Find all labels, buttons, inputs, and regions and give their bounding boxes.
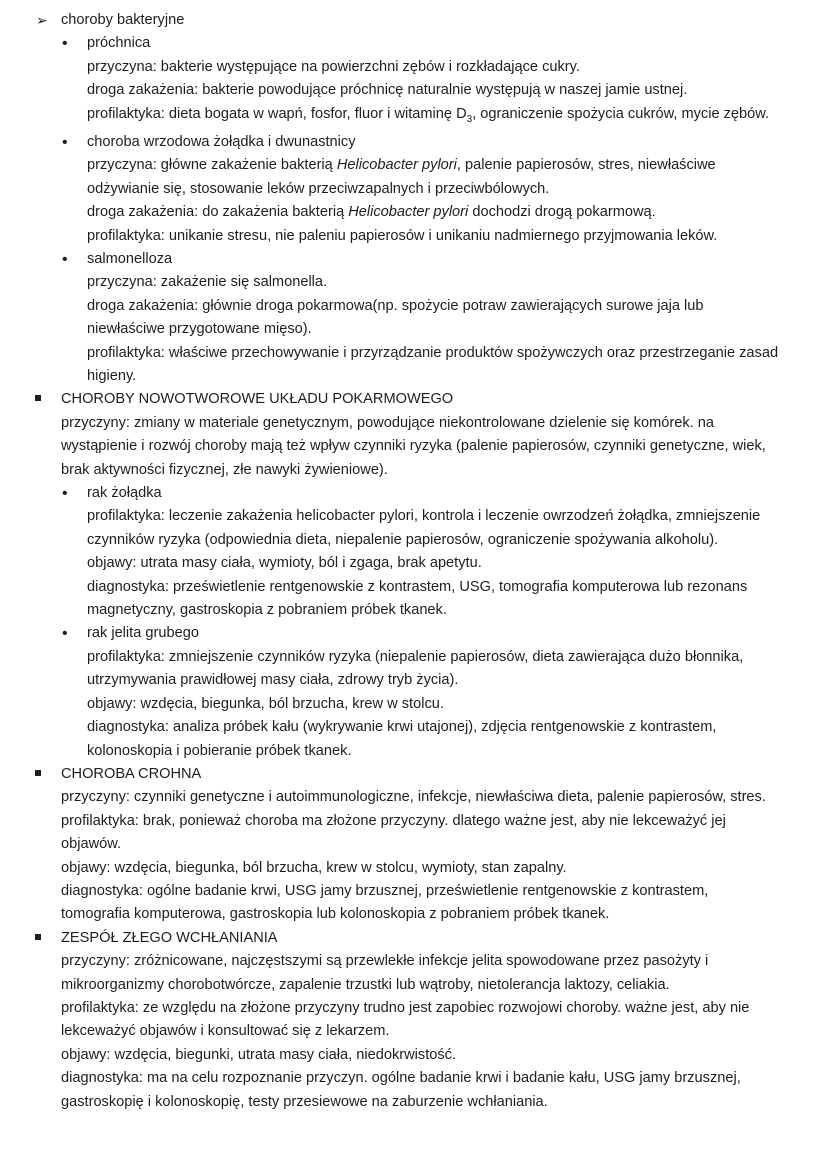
text-line: higieny. <box>87 368 137 384</box>
square-bullet-icon <box>35 770 41 776</box>
text-line: droga zakażenia: bakterie powodujące próchnicę naturalnie występują w naszej jamie ustnej. <box>87 82 688 99</box>
text-line: profilaktyka: brak, ponieważ choroba ma złożone przyczyny. dlatego ważne jest, aby nie lekceważyć jej <box>61 812 726 829</box>
text-line: profilaktyka: ze względu na złożone przyczyny trudno jest zapobiec rozwojowi choroby. ważne jest, aby nie <box>61 999 750 1016</box>
text-line: objawy: wzdęcia, biegunka, ból brzucha, krew w stolcu, wymioty, stan zapalny. <box>61 859 567 876</box>
text-line: tomografia komputerowa, gastroskopia lub kolonoskopia z pobraniem próbek tkanek. <box>61 906 610 923</box>
text-line: droga zakażenia: głównie droga pokarmowa(np. spożycie potraw zawierających surowe jaja lub <box>87 297 704 314</box>
item-rak-jelita-grubego: • rak jelita grubego <box>0 622 828 645</box>
section-crohn-heading: CHOROBA CROHNA <box>0 763 828 786</box>
item-prochnica: • próchnica <box>0 32 828 55</box>
text-line: profilaktyka: zmniejszenie czynników ryzyka (niepalenie papierosów, dieta zawierająca dużo błonnika, <box>87 648 744 665</box>
text-line: objawy: wzdęcia, biegunki, utrata masy ciała, niedokrwistość. <box>61 1046 457 1063</box>
text-line: przyczyny: zmiany w materiale genetycznym, powodujące niekontrolowane dzielenie się komórek. na <box>61 414 714 431</box>
text-line: diagnostyka: ma na celu rozpoznanie przyczyn. ogólne badanie krwi i badanie kału, USG jamy brzusznej, <box>61 1070 741 1087</box>
section-bacterial-heading: ➢ choroby bakteryjne <box>0 9 828 32</box>
text-line: niewłaściwe przygotowane mięso). <box>87 321 312 338</box>
text-line: gastroskopię i kolonoskopię, testy przesiewowe na zaburzenie wchłaniania. <box>61 1093 548 1110</box>
dot-bullet-icon: • <box>62 250 68 268</box>
dot-bullet-icon: • <box>62 35 68 53</box>
text-line: odżywianie się, stosowanie leków przeciwzapalnych i przeciwbólowych. <box>87 180 550 197</box>
text-line: profilaktyka: właściwe przechowywanie i przyrządzanie produktów spożywczych oraz przestrzeganie zasad <box>87 344 779 361</box>
text-line: przyczyna: główne zakażenie bakterią Helicobacter pylori, palenie papierosów, stres, niewłaściwe <box>87 157 716 174</box>
text-line: objawy: utrata masy ciała, wymioty, ból i zgaga, brak apetytu. <box>87 555 482 572</box>
text-line: droga zakażenia: do zakażenia bakterią Helicobacter pylori dochodzi drogą pokarmową. <box>87 204 656 221</box>
text-line: przyczyna: zakażenie się salmonella. <box>87 274 328 291</box>
text-line: przyczyny: czynniki genetyczne i autoimmunologiczne, infekcje, niewłaściwa dieta, palenie papierosów, stres. <box>61 789 766 806</box>
text-line: kolonoskopia i pobieranie próbek tkanek. <box>87 742 352 759</box>
item-rak-zoladka: • rak żołądka <box>0 482 828 505</box>
text-line: objawy: wzdęcia, biegunka, ból brzucha, krew w stolcu. <box>87 695 444 712</box>
dot-bullet-icon: • <box>62 485 68 503</box>
text-line: diagnostyka: prześwietlenie rentgenowskie z kontrastem, USG, tomografia komputerowa lub rezonans <box>87 578 748 595</box>
square-bullet-icon <box>35 934 41 940</box>
text-line: brak aktywności fizycznej, złe nawyki żywieniowe). <box>61 461 388 478</box>
text-line: przyczyny: zróżnicowane, najczęstszymi są przewlekłe infekcje jelita spowodowane przez pasożyty i <box>61 953 709 970</box>
arrow-bullet-icon: ➢ <box>36 12 48 28</box>
text-line: objawów. <box>61 836 122 853</box>
dot-bullet-icon: • <box>62 625 68 643</box>
text-line: utrzymywania prawidłowej masy ciała, zdrowy tryb życia). <box>87 672 459 689</box>
item-choroba-wrzodowa: • choroba wrzodowa żołądka i dwunastnicy <box>0 131 828 154</box>
document-page <box>0 9 828 1114</box>
square-bullet-icon <box>35 395 41 401</box>
section-malabsorption-heading: ZESPÓŁ ZŁEGO WCHŁANIANIA <box>0 927 828 950</box>
text-line: przyczyna: bakterie występujące na powierzchni zębów i rozkładające cukry. <box>87 58 580 75</box>
text-line: diagnostyka: analiza próbek kału (wykrywanie krwi utajonej), zdjęcia rentgenowskie z kontrastem, <box>87 719 717 736</box>
text-line: profilaktyka: leczenie zakażenia helicobacter pylori, kontrola i leczenie owrzodzeń żołądka, zmniejszenie <box>87 508 761 525</box>
text-line: profilaktyka: unikanie stresu, nie paleniu papierosów i unikaniu nadmiernego przyjmowania leków. <box>87 227 718 244</box>
text-line: magnetyczny, gastroskopia z pobraniem próbek tkanek. <box>87 602 447 619</box>
text-line: lekceważyć objawów i konsultować się z lekarzem. <box>61 1023 390 1040</box>
section-cancer-heading: CHOROBY NOWOTWOROWE UKŁADU POKARMOWEGO <box>0 388 828 411</box>
text-line: czynników ryzyka (odpowiednia dieta, niepalenie papierosów, ograniczenie spożywania alkoholu). <box>87 531 719 548</box>
text-line: mikroorganizmy chorobotwórcze, zapalenie trzustki lub wątroby, nietolerancja laktozy, celiakia. <box>61 976 670 993</box>
text-line: wystąpienie i rozwój choroby mają też wpływ czynniki ryzyka (palenie papierosów, czynniki genetyczne, wiek, <box>61 438 766 455</box>
text-line: profilaktyka: dieta bogata w wapń, fosfor, fluor i witaminę $D_3$, ograniczenie spożycia cukrów, mycie zębów. <box>87 105 770 125</box>
dot-bullet-icon: • <box>62 133 68 151</box>
item-salmonelloza: • salmonelloza <box>0 248 828 271</box>
text-line: diagnostyka: ogólne badanie krwi, USG jamy brzusznej, prześwietlenie rentgenowskie z kontrastem, <box>61 882 709 899</box>
